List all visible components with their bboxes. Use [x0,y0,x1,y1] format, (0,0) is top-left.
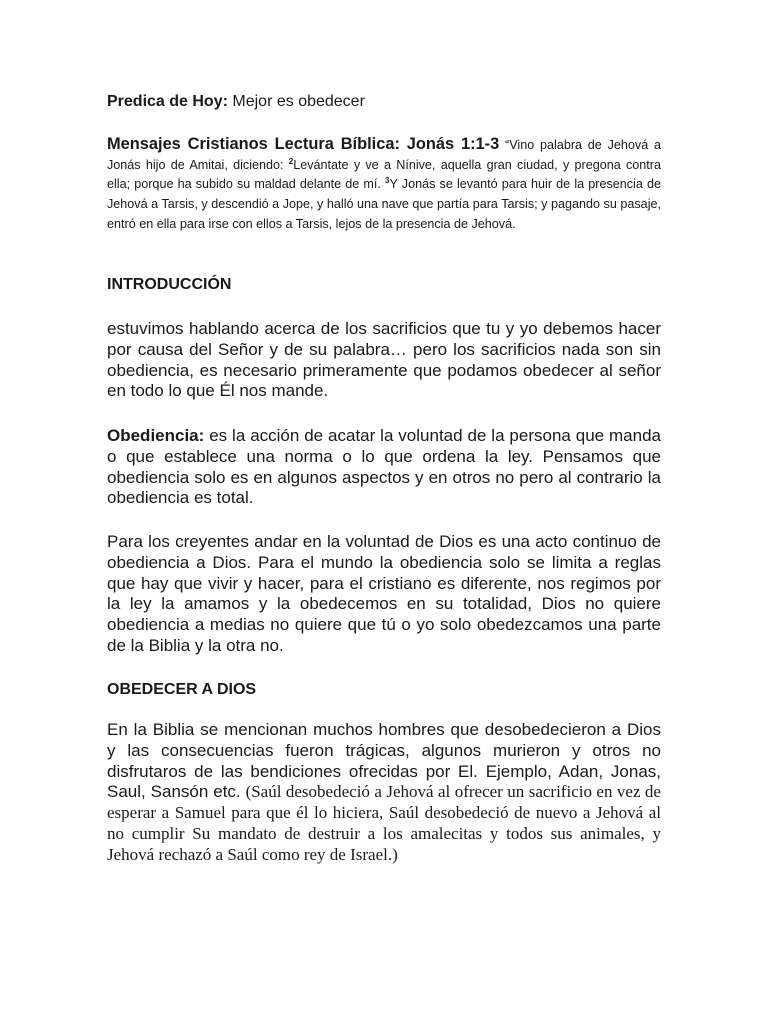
title-text: Mejor es obedecer [232,93,365,110]
verse-number-3: 3 [385,176,390,186]
obey-god-text: En la Biblia se mencionan muchos hombres que desobedecieron a Dios y las consecuencias fueron trágicas, algunos murieron y otros no disfrutaros de las bendiciones ofrecidas por El. Ejemplo, Adan, Jonas, Saul, Sansón etc. [107,720,661,802]
section-heading-obey-god: OBEDECER A DIOS [107,681,257,698]
verse-number-2: 2 [288,156,294,166]
title-label: Predica de Hoy: [107,93,228,110]
bible-reading [107,135,661,235]
reading-lead: Mensajes Cristianos Lectura Bíblica: Jonás 1:1-3 [107,135,500,153]
introduction-paragraph: estuvimos hablando acerca de los sacrificios que tu y yo debemos hacer por causa del Señor y de su palabra… pero los sacrificios nada son sin obediencia, es necesario primeramente que podamos obedecer al señor en todo lo que Él nos mande. [107,319,661,401]
obedience-definition: es la acción de acatar la voluntad de la persona que manda o que establece una norma o lo que ordena la ley. Pensamos que obediencia solo es en algunos aspectos y en otros no pero al contrario la obediencia es total. [107,426,661,508]
saul-note: (Saúl desobedeció a Jehová al ofrecer un sacrificio en vez de esperar a Samuel para que él lo hiciera, Saúl desobedeció de nuevo a Jehová al no cumplir Su mandato de destruir a los amalecitas y todos sus animales, y Jehová rechazó a Saúl como rey de Israel.) [107,782,661,864]
section-heading-introduction: INTRODUCCIÓN [107,276,232,293]
reading-verse-3: Y Jonás se levantó para huir de la presencia de Jehová a Tarsis, y descendió a Jope, y halló una nave que partía para Tarsis; y pagando su pasaje, entró en ella para irse con ellos a Tarsis, lejos de la presencia de Jehová. [107,177,661,231]
reading-verse-1: Vino palabra de Jehová a Jonás hijo de Amitai, diciendo: [107,138,662,172]
reading-open-quote: “ [499,138,510,152]
obey-god-paragraph [107,720,661,866]
reading-verse-2: Levántate y ve a Nínive, aquella gran ciudad, y pregona contra ella; porque ha subido su maldad delante de mí. [107,157,661,192]
page-title [107,92,365,112]
believers-paragraph: Para los creyentes andar en la voluntad de Dios es una acto continuo de obediencia a Dios. Para el mundo la obediencia solo se limita a reglas que hay que vivir y hacer, para el cristiano es diferente, nos regimos por la ley la amamos y la obedecemos en su totalidad, Dios no quiere obediencia a medias no quiere que tú o yo solo obedezcamos una parte de la Biblia y la otra no. [107,532,661,655]
obedience-term: Obediencia: [107,426,205,445]
obedience-definition-paragraph [107,426,661,509]
